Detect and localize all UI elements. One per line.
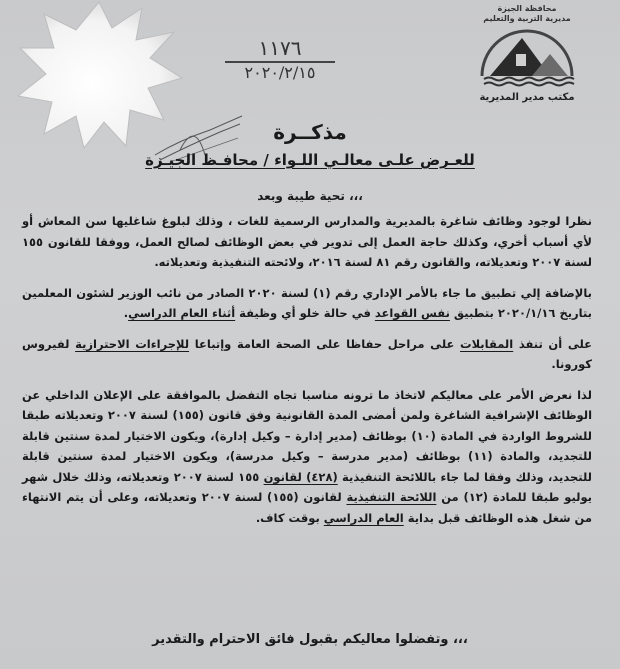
paragraph-2-text: في حالة خلو أي وظيفة <box>235 306 375 320</box>
paragraph-2-text: . <box>123 306 129 320</box>
logo-directorate: مديرية التربية والتعليم <box>483 14 571 23</box>
paragraph-1: نظرا لوجود وظائف شاغرة بالمديرية والمدارس الرسمية للغات ، وذلك لبلوغ شاغليها سن المعاش أو لأي أسباب أخري، وكذلك حاجة العمل إلى تدوير في بعض الوظائف لصالح العمل، ووفقا للقانون ١٥٥ لسنة ٢٠٠٧ وتعديلاته، والقانون رقم ٨١ لسنة ٢٠١٦، ولائحته التنفيذية وتعديلاته. <box>22 214 592 269</box>
paragraph-3-text: على مراحل حفاظا على الصحة العامة وإتباعا <box>189 336 461 351</box>
memo-body <box>22 211 592 538</box>
paragraph-4-underlined: العام الدراسي <box>323 510 404 525</box>
memo-recipient: للعـرض علـى معالـي اللـواء / محافـظ الجيـزة <box>145 151 475 169</box>
paragraph-3-text: على أن تنفذ <box>513 336 592 351</box>
reference-number: ١١٧٦ <box>225 36 335 63</box>
paragraph-2-underlined: أثناء العام الدراسي <box>128 306 236 320</box>
logo-caption: مكتب مدير المديرية <box>479 92 575 103</box>
directorate-logo <box>452 4 602 103</box>
greeting: تحية طيبة وبعد ،،، <box>257 189 363 203</box>
paragraph-4-underlined: اللائحة التنفيذية <box>346 490 437 504</box>
pyramids-emblem-icon <box>472 24 582 90</box>
paragraph-3-text: لفيروس كورونا. <box>22 336 592 371</box>
paragraph-3-underlined: للإجراءات الاحترازية <box>75 336 190 351</box>
paragraph-4-text: بوقت كاف. <box>255 510 324 525</box>
paragraph-3 <box>22 334 592 375</box>
reference-date: ٢٠٢٠/٢/١٥ <box>244 63 316 82</box>
paragraph-4 <box>22 385 592 529</box>
closing-salutation: وتفضلوا معاليكم بقبول فائق الاحترام والتقدير ،،، <box>152 632 468 647</box>
paragraph-2-text: بالإضافة إلي تطبيق ما جاء بالأمر الإداري رقم (١) لسنة ٢٠٢٠ الصادر من نائب الوزير لشئون المعلمين بتاريخ ٢٠٢٠/١/١٦ بتطبيق <box>22 285 592 320</box>
handwritten-reference <box>225 36 335 82</box>
paragraph-3-underlined: المقابلات <box>460 336 514 351</box>
logo-governorate: محافظة الجيزة <box>497 4 557 13</box>
paragraph-4-text: لقانون (١٥٥) لسنة ٢٠٠٧ وتعديلاته، وعلى أن يتم الانتهاء من شغل هذه الوظائف قبل بداية <box>22 490 592 525</box>
memo-title: مذكــرة <box>273 120 347 144</box>
paragraph-2-underlined: نفس القواعد <box>374 306 450 320</box>
paragraph-2 <box>22 283 592 324</box>
paragraph-4-text: لذا نعرض الأمر على معاليكم لاتخاذ ما ترونه مناسبا تجاه التفضل بالموافقة على الإعلان الداخلي عن الوظائف الإشرافية الشاغرة ولمن أمضى المدة القانونية وفق قانون (١٥٥) لسنة ٢٠٠٧ وتعديلاته طبقا للشروط الواردة في المادة (١٠) بوظائف (مدير إدارة – وكيل إدارة)، ويكون الاختيار لمدة سنتين قابلة للتجديد، والمادة (١١) بوظائف (مدير مدرسة – وكيل مدرسة)، ويكون الاختيار لمدة سنتين قابلة للتجديد، وذلك وفقا لما جاء باللائحة التنفيذية <box>22 387 593 484</box>
paragraph-4-underlined: (٤٢٨) لقانون <box>263 469 338 484</box>
paragraph-4-text: ١٥٥ لسنة ٢٠٠٧ وتعديلاته، وذلك خلال شهر يوليو طبقا للمادة (١٢) من <box>22 469 592 504</box>
